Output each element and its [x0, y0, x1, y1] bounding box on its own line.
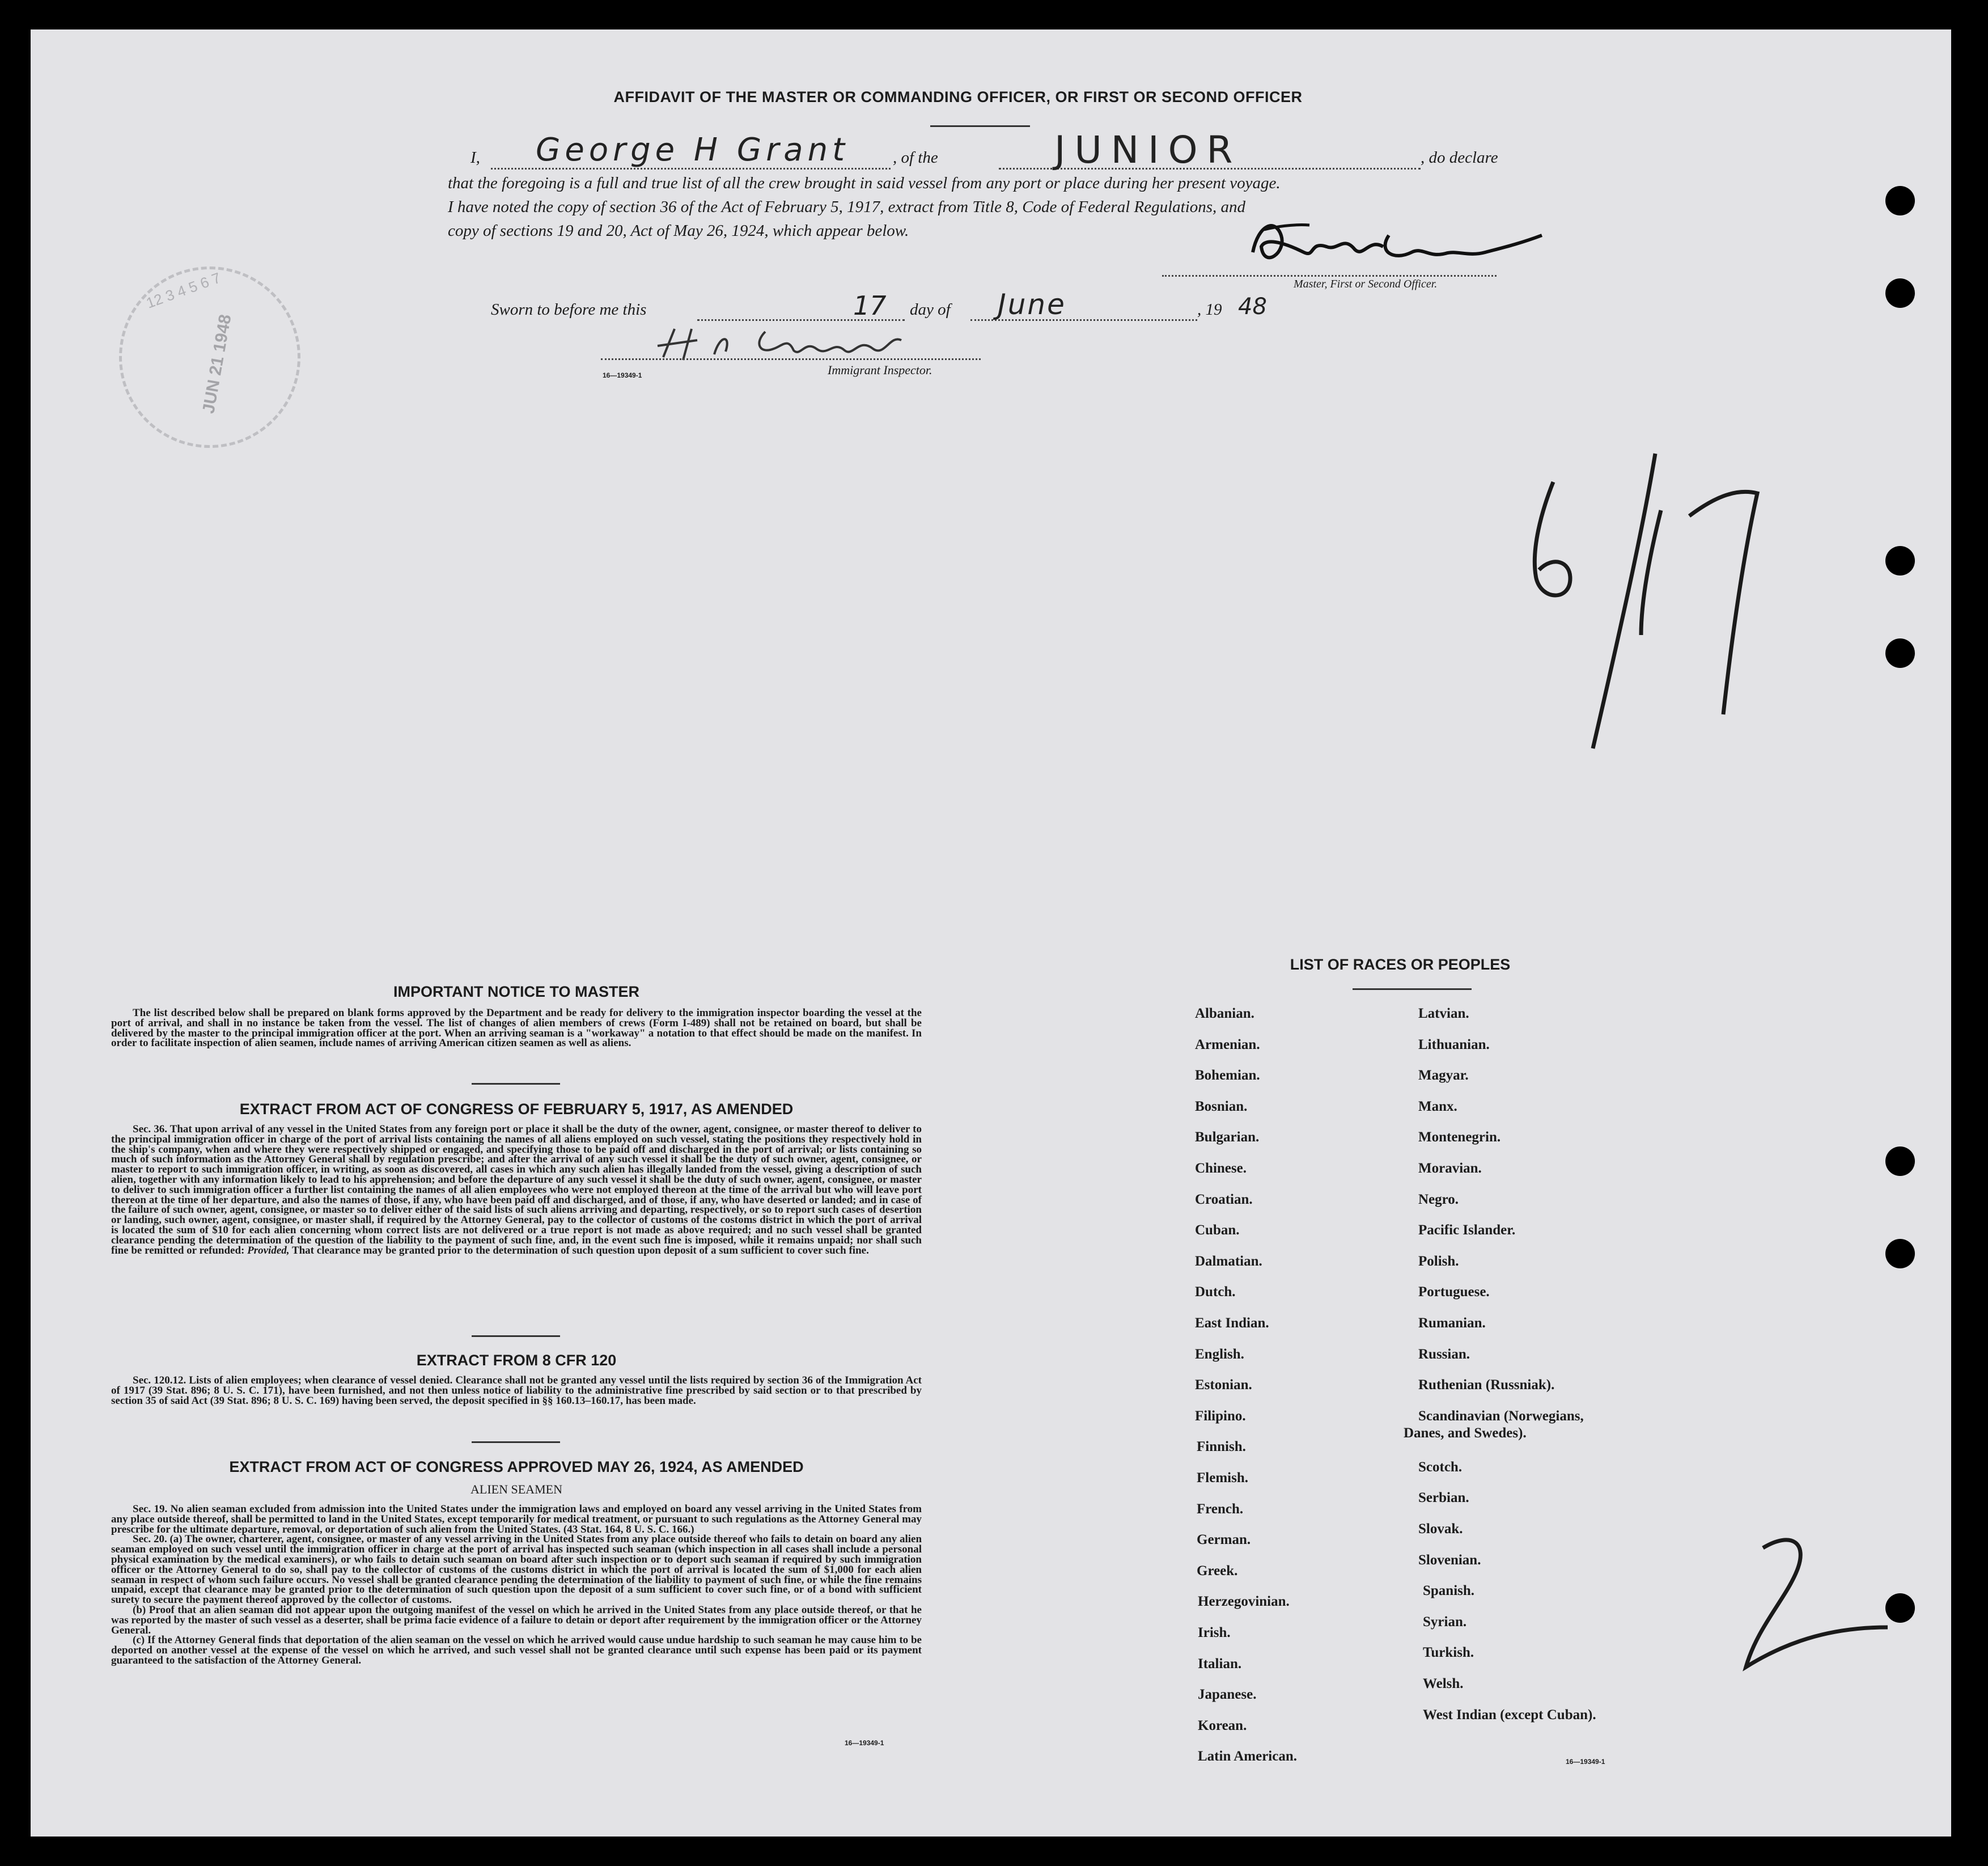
declaration-line-1: that the foregoing is a full and true list of all the crew brought in said vessel from any port or place during her present voyage. [448, 174, 1281, 192]
race-item: Pacific Islander. [1418, 1222, 1516, 1238]
sworn-label: Sworn to before me this [491, 301, 647, 319]
race-item: Greek. [1197, 1563, 1238, 1579]
divider [472, 1083, 560, 1085]
year-label: , 19 [1197, 301, 1222, 319]
race-item: Bosnian. [1195, 1099, 1248, 1114]
right-form-number: 16—19349-1 [1566, 1758, 1605, 1766]
race-item: Magyar. [1418, 1068, 1469, 1083]
inspector-signature-line [601, 358, 981, 360]
race-item: Bohemian. [1195, 1068, 1260, 1083]
declaration-line-3: copy of sections 19 and 20, Act of May 26, 1924, which appear below. [448, 222, 909, 240]
race-item: French. [1197, 1501, 1244, 1517]
races-divider [1353, 988, 1472, 990]
race-item: Irish. [1198, 1625, 1231, 1640]
notice-body: The list described below shall be prepared on blank forms approved by the Department and be ready for delivery to the immigration inspector boarding the vessel at the port of arrival, and shall in no instance be taken from the vessel. The list of changes of alien members of crews (Form I-489) shall not be retained on board, but shall be delivered by the master to the principal immigration officer at the port. When an arriving seaman is a "workaway" a notation to that effect should be made on the manifest. In order to facilitate inspection of alien seamen, include names of arriving American citizen seamen as well as aliens. [111, 1007, 922, 1050]
race-item: Scandinavian (Norwegians, [1418, 1408, 1584, 1424]
race-item: Turkish. [1423, 1645, 1474, 1660]
stamp-date: JUN 21 1948 [199, 312, 235, 415]
handwritten-corner-mark [1723, 1525, 1893, 1684]
sec-19-text: No alien seaman excluded from admission into the United States under the immigration laws and employed on board any vessel arriving in the United States from any place outside thereof, shall be permitted to land in the United States, except temporarily for medical treatment, or pursuant to such regulations as the Attorney General may prescribe for the ultimate departure, removal, or deportation of such alien from the United States. (43 Stat. 164, 8 U. S. C. 166.) [111, 1503, 922, 1535]
i-label: I, [470, 149, 480, 167]
declaration-line-2: I have noted the copy of section 36 of the Act of February 5, 1917, extract from Title 8, Code of Federal Regulations, and [448, 198, 1246, 216]
stamp-ring-numbers: 12 3 4 5 6 7 [143, 269, 223, 312]
race-item: Polish. [1418, 1254, 1459, 1269]
sec-19-paragraph [111, 1504, 922, 1534]
sec-36-text: That upon arrival of any vessel in the United States from any foreign port or place it shall be the duty of the owner, agent, consignee, or master thereof to deliver to the principal immigration officer in charge of the port of arrival lists containing the names of all aliens employed on such vessel, stating the positions they respectively hold in the ship's company, when and where they were respectively shipped or engaged, and specifying those to be paid off and discharged in the port of arrival; or lists containing so much of such information as the Attorney General shall by regulation prescribe; and after the arrival of any such vessel it shall be the duty of such owner, agent, consignee, or master to report to such immigration officer, in writing, as soon as discovered, all cases in which any such alien has illegally landed from the vessel, giving a description of such alien, together with any information likely to lead to his apprehension; and before the departure of any such vessel it shall be the duty of such owner, agent, consignee, or master to deliver to such immigration officer a further list containing the names of all alien employees who were not employed thereon at the time of the arrival but who will leave port thereon at the time of her departure, and also the names of those, if any, who have been paid off and discharged, and of those, if any, who have deserted or landed; and in case of the failure of such owner, agent, consignee, or master so to deliver either of the said lists of such aliens arriving and departing, respectively, or so to report such cases of desertion or landing, such owner, agent, consignee, or master shall, if required by the Attorney General, pay to the collector of customs of the costoms district in which the port of arrival is located the sum of $10 for each alien concerning whom correct lists are not delivered or a true report is not made as above required; and no such vessel shall be granted clearance pending the determination of the question of the liability to the payment of such fine, and, in the event such fine is imposed, while it remains unpaid; nor shall such fine be remitted or refunded: [111, 1123, 922, 1256]
race-item: Croatian. [1195, 1192, 1253, 1207]
extract-cfr-title: EXTRACT FROM 8 CFR 120 [416, 1352, 617, 1369]
race-item: Serbian. [1418, 1490, 1469, 1505]
sec-20a-text: (a) The owner, charterer, agent, consignee, or master of any vessel arriving in the United States from any place outside thereof who fails to detain on board any alien seaman employed on such vessel until the immigration officer in charge at the port of arrival has inspected such seaman (which inspection in all cases shall include a personal physical examination by the medical examiners), or who fails to detain such seaman on board after such inspection or to deport such seaman if required by such immigration officer or the Attorney General to do so, shall pay to the collector of customs of the customs district in which the port of arrival is located the sum of $1,000 for each alien seaman in respect of whom such failure occurs. No vessel shall be granted clearance pending the determination of the liability to payment of such fine, or while the fine remains unpaid, except that clearance may be granted prior to the determination of such question upon the deposit of a sum sufficient to cover such fine, or of a bond with sufficient surety to secure the payment thereof approved by the collector of customs. [111, 1533, 922, 1606]
handwritten-year: 48 [1238, 294, 1267, 320]
divider [472, 1335, 560, 1337]
handwritten-month: June [998, 288, 1066, 321]
extract-cfr-body [111, 1376, 922, 1406]
race-item: Korean. [1198, 1718, 1247, 1733]
sec-36-label: Sec. 36. [133, 1123, 167, 1135]
inspector-caption: Immigrant Inspector. [828, 363, 932, 377]
sec-20b-paragraph: (b) Proof that an alien seaman did not appear upon the outgoing manifest of the vessel on which he arrived in the United States from any place outside thereof, or that he was reported by the master of such vessel as a deserter, shall be prima facie evidence of a failure to detain or deport after requirement by the immigration officer or the Attorney General. [111, 1603, 922, 1636]
notice-title: IMPORTANT NOTICE TO MASTER [393, 983, 639, 1000]
race-item: Armenian. [1195, 1037, 1260, 1052]
race-item: Albanian. [1195, 1006, 1254, 1021]
race-item: Japanese. [1198, 1687, 1257, 1702]
race-item: Danes, and Swedes). [1404, 1425, 1527, 1441]
master-caption: Master, First or Second Officer. [1294, 278, 1438, 290]
extract-1917-body [111, 1124, 922, 1255]
race-item: Scotch. [1418, 1459, 1463, 1475]
punch-hole [1885, 546, 1915, 576]
race-item: Welsh. [1423, 1676, 1464, 1691]
race-item: Latvian. [1418, 1006, 1469, 1021]
race-item: Lithuanian. [1418, 1037, 1490, 1052]
handwritten-day: 17 [853, 290, 887, 321]
race-item: Flemish. [1197, 1470, 1248, 1486]
race-item: Italian. [1198, 1656, 1242, 1672]
punch-hole [1885, 1239, 1915, 1268]
alien-seamen-subtitle: ALIEN SEAMEN [470, 1482, 562, 1496]
race-item: West Indian (except Cuban). [1423, 1707, 1596, 1723]
affidavit-form-number: 16—19349-1 [603, 371, 642, 379]
extract-1917-title: EXTRACT FROM ACT OF CONGRESS OF FEBRUARY 5, 1917, AS AMENDED [239, 1101, 794, 1118]
sec-20a-paragraph [111, 1534, 922, 1605]
sec-20-label: Sec. 20. [133, 1533, 167, 1546]
divider [472, 1441, 560, 1443]
punch-hole [1885, 638, 1915, 668]
proviso-text: That clearance may be granted prior to the determination of such question upon deposit of a sum sufficient to cover such fine. [291, 1244, 869, 1256]
race-item: Estonian. [1195, 1377, 1252, 1393]
affidavit-title: AFFIDAVIT OF THE MASTER OR COMMANDING OFFICER, OR FIRST OR SECOND OFFICER [613, 88, 1303, 105]
sec-120-label: Sec. 120.12. [133, 1374, 186, 1386]
day-of-label: day of [910, 301, 951, 319]
race-item: East Indian. [1195, 1315, 1269, 1331]
race-item: German. [1197, 1532, 1251, 1547]
race-item: Ruthenian (Russniak). [1418, 1377, 1555, 1393]
extract-1924-body [111, 1504, 922, 1666]
punch-hole [1885, 1146, 1915, 1176]
race-item: Negro. [1418, 1192, 1459, 1207]
race-item: Syrian. [1423, 1614, 1467, 1630]
race-item: Finnish. [1197, 1439, 1246, 1454]
race-item: Dutch. [1195, 1284, 1236, 1300]
race-item: Portuguese. [1418, 1284, 1490, 1300]
races-title: LIST OF RACES OR PEOPLES [1290, 956, 1511, 973]
title-divider [930, 125, 1030, 127]
punch-hole [1885, 186, 1915, 215]
handwritten-officer-name: George H Grant [536, 132, 850, 168]
sec-19-label: Sec. 19. [133, 1503, 168, 1515]
race-item: Herzegovinian. [1198, 1594, 1290, 1609]
sec-120-text: Lists of alien employees; when clearance of vessel denied. Clearance shall not be granted any vessel until the lists required by section 36 of the Immigration Act of 1917 (39 Stat. 896; 8 U. S. C. 171), have been furnished, and not then unless notice of liability to the administrative fine prescribed by said section or to that prescribed by section 35 of said Act (39 Stat. 896; 8 U. S. C. 169) having been served, the deposit specified in §§ 160.13–160.17, has been made. [111, 1374, 922, 1407]
do-declare-label: , do declare [1421, 149, 1498, 167]
master-signature [1241, 213, 1548, 281]
punch-hole [1885, 278, 1915, 308]
left-form-number: 16—19349-1 [845, 1739, 884, 1747]
race-item: Chinese. [1195, 1161, 1247, 1176]
race-item: Dalmatian. [1195, 1254, 1262, 1269]
race-item: Spanish. [1423, 1583, 1475, 1598]
date-stamp [119, 266, 300, 448]
extract-1924-title: EXTRACT FROM ACT OF CONGRESS APPROVED MAY 26, 1924, AS AMENDED [229, 1458, 804, 1475]
of-the-label: , of the [893, 149, 938, 167]
race-item: Slovak. [1418, 1521, 1463, 1537]
race-item: Russian. [1418, 1347, 1470, 1362]
race-item: Slovenian. [1418, 1552, 1481, 1568]
race-item: Cuban. [1195, 1222, 1240, 1238]
handwritten-vessel-name: JUNIOR [1054, 128, 1242, 172]
race-item: Manx. [1418, 1099, 1457, 1114]
race-item: Latin American. [1198, 1749, 1297, 1764]
race-item: English. [1195, 1347, 1244, 1362]
race-item: Montenegrin. [1418, 1129, 1501, 1145]
race-item: Filipino. [1195, 1408, 1246, 1424]
race-item: Rumanian. [1418, 1315, 1486, 1331]
handwritten-large-date [1519, 431, 1780, 782]
race-item: Bulgarian. [1195, 1129, 1260, 1145]
sec-20c-paragraph: (c) If the Attorney General finds that deportation of the alien seaman on the vessel on which he arrived would cause undue hardship to such seaman he may cause him to be deported on another vessel at the expense of the vessel on which he arrived, and such vessel shall not be granted clearance until such expense has been paid or its payment guaranteed to the satisfaction of the Attorney General. [111, 1634, 922, 1666]
race-item: Moravian. [1418, 1161, 1482, 1176]
master-signature-line [1162, 275, 1497, 277]
proviso-label: Provided, [247, 1244, 290, 1256]
inspector-signature [652, 323, 913, 369]
